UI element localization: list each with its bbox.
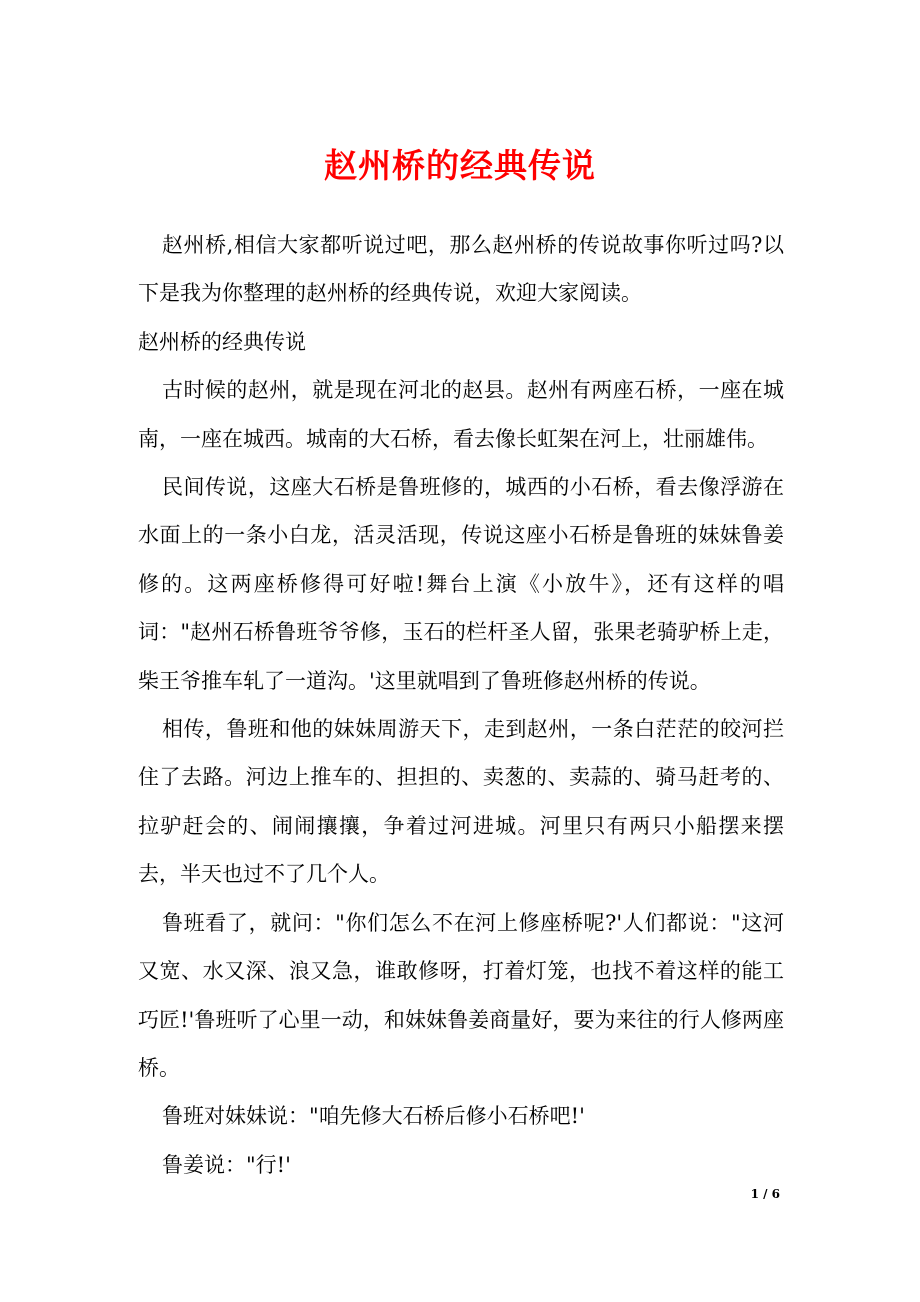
paragraph: 鲁班看了，就问："你们怎么不在河上修座桥呢?'人们都说："这河又宽、水又深、浪又急，谁敢修呀，打着灯笼，也找不着这样的能工巧匠!'鲁班听了心里一动，和妹妹鲁姜商量好，要为来往的行人修两座桥。: [138, 910, 784, 1080]
paragraph: 民间传说，这座大石桥是鲁班修的，城西的小石桥，看去像浮游在水面上的一条小白龙，活灵活现，传说这座小石桥是鲁班的妹妹鲁姜修的。这两座桥修得可好啦!舞台上演《小放牛》，还有这样的唱词："赵州石桥鲁班爷爷修，玉石的栏杆圣人留，张果老骑驴桥上走，柴王爷推车轧了一道沟。'这里就唱到了鲁班修赵州桥的传说。: [138, 475, 784, 693]
paragraph: 鲁班对妹妹说："咱先修大石桥后修小石桥吧!': [162, 1104, 585, 1129]
document-body: [138, 221, 784, 1189]
paragraph: 古时候的赵州，就是现在河北的赵县。赵州有两座石桥，一座在城南，一座在城西。城南的大石桥，看去像长虹架在河上，壮丽雄伟。: [138, 378, 784, 451]
paragraph: 鲁姜说："行!': [162, 1152, 291, 1177]
paragraph: 相传，鲁班和他的妹妹周游天下，走到赵州，一条白茫茫的皎河拦住了去路。河边上推车的、担担的、卖葱的、卖蒜的、骑马赶考的、拉驴赶会的、闹闹攘攘，争着过河进城。河里只有两只小船摆来摆去，半天也过不了几个人。: [138, 717, 784, 887]
paragraph-subheading: 赵州桥的经典传说: [138, 329, 306, 354]
document-title: 赵州桥的经典传说: [324, 146, 596, 185]
paragraph-intro: 赵州桥,相信大家都听说过吧，那么赵州桥的传说故事你听过吗?以下是我为你整理的赵州桥的经典传说，欢迎大家阅读。: [138, 233, 784, 306]
page-number: 1 / 6: [750, 1187, 780, 1201]
